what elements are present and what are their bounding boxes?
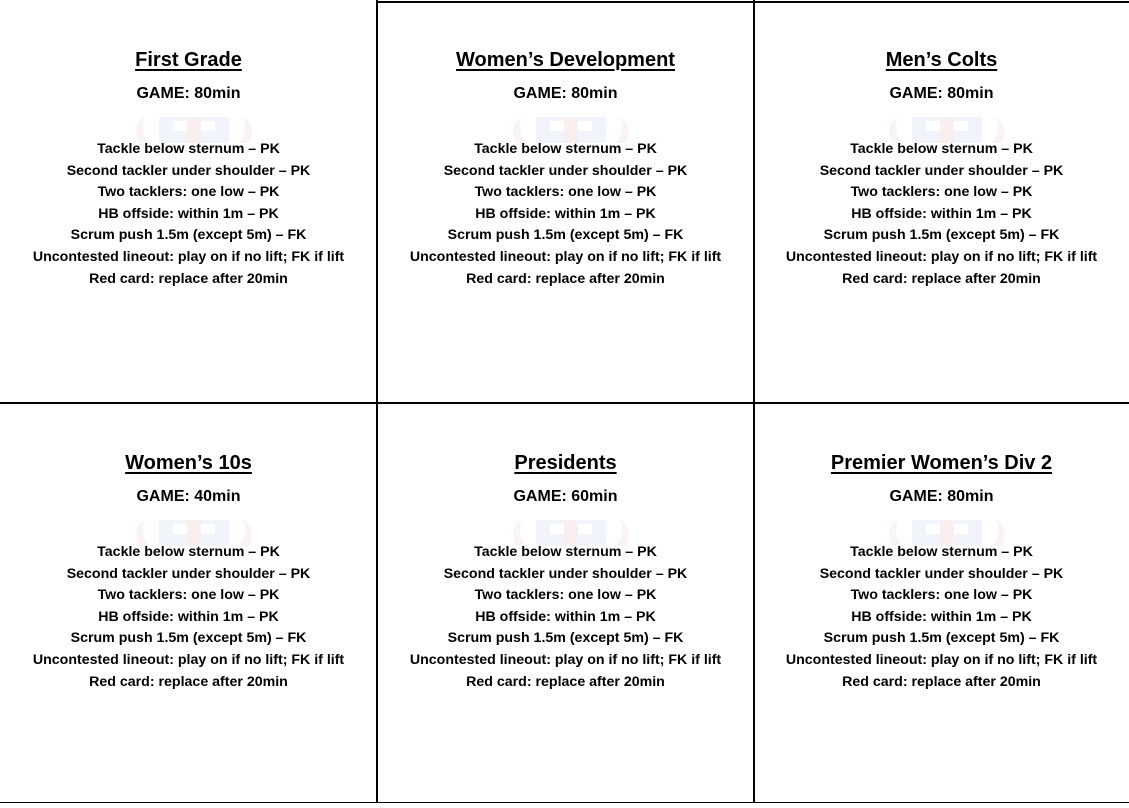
grid-line-horizontal (0, 402, 1129, 404)
rule-item: HB offside: within 1m – PK (475, 608, 656, 625)
rule-item: Second tackler under shoulder – PK (443, 162, 688, 179)
card-title: First Grade (135, 49, 242, 71)
rule-item: Red card: replace after 20min (842, 673, 1041, 690)
rule-item: Uncontested lineout: play on if no lift; FK if lift (785, 248, 1098, 265)
rule-item: Red card: replace after 20min (466, 673, 665, 690)
rules-list (754, 542, 1129, 693)
rule-item: Second tackler under shoulder – PK (819, 565, 1064, 582)
card-title: Premier Women’s Div 2 (830, 452, 1053, 474)
rule-item: Second tackler under shoulder – PK (66, 162, 311, 179)
rule-item: HB offside: within 1m – PK (98, 608, 279, 625)
rule-item: Uncontested lineout: play on if no lift; FK if lift (32, 248, 345, 265)
rule-item: Red card: replace after 20min (842, 270, 1041, 287)
game-duration: GAME: 80min (889, 85, 994, 102)
rule-item: Red card: replace after 20min (89, 270, 288, 287)
rule-item: Two tacklers: one low – PK (97, 587, 280, 604)
rule-item: Tackle below sternum – PK (850, 141, 1033, 157)
rule-item: Second tackler under shoulder – PK (819, 162, 1064, 179)
rule-item: Red card: replace after 20min (466, 270, 665, 287)
rules-list (377, 542, 754, 693)
rule-item: Second tackler under shoulder – PK (66, 565, 311, 582)
rule-item: Two tacklers: one low – PK (97, 184, 280, 201)
game-duration: GAME: 80min (136, 85, 241, 102)
rule-item: Scrum push 1.5m (except 5m) – FK (447, 227, 684, 244)
card-first-grade (0, 0, 377, 403)
card-mens-colts (754, 0, 1129, 403)
rule-item: HB offside: within 1m – PK (851, 205, 1032, 222)
card-title: Presidents (514, 452, 617, 474)
rule-item: HB offside: within 1m – PK (98, 205, 279, 222)
rule-item: HB offside: within 1m – PK (851, 608, 1032, 625)
rule-item: Tackle below sternum – PK (97, 544, 280, 560)
game-duration: GAME: 40min (136, 488, 241, 505)
card-title: Women’s Development (456, 49, 675, 71)
game-duration: GAME: 80min (889, 488, 994, 505)
rule-item: Two tacklers: one low – PK (474, 587, 657, 604)
rule-item: Scrum push 1.5m (except 5m) – FK (447, 630, 684, 647)
rule-item: Second tackler under shoulder – PK (443, 565, 688, 582)
rules-list (0, 542, 377, 693)
rule-item: Scrum push 1.5m (except 5m) – FK (70, 227, 307, 244)
card-title: Women’s 10s (125, 452, 252, 474)
rule-item: Uncontested lineout: play on if no lift; FK if lift (32, 651, 345, 668)
rule-item: Two tacklers: one low – PK (850, 184, 1033, 201)
rules-list (377, 139, 754, 290)
game-duration: GAME: 60min (513, 488, 618, 505)
game-duration: GAME: 80min (513, 85, 618, 102)
rule-item: Tackle below sternum – PK (850, 544, 1033, 560)
rule-item: Tackle below sternum – PK (474, 544, 657, 560)
rules-list (0, 139, 377, 290)
rule-item: Tackle below sternum – PK (97, 141, 280, 157)
rule-item: Uncontested lineout: play on if no lift; FK if lift (409, 651, 722, 668)
grid-line-bottom (0, 802, 1129, 803)
rule-item: Uncontested lineout: play on if no lift; FK if lift (409, 248, 722, 265)
rule-item: Two tacklers: one low – PK (850, 587, 1033, 604)
rule-item: Scrum push 1.5m (except 5m) – FK (823, 630, 1060, 647)
card-womens-development (377, 0, 754, 403)
rule-item: Tackle below sternum – PK (474, 141, 657, 157)
rule-item: Scrum push 1.5m (except 5m) – FK (70, 630, 307, 647)
rule-item: Two tacklers: one low – PK (474, 184, 657, 201)
card-title: Men’s Colts (885, 49, 998, 71)
rule-item: Uncontested lineout: play on if no lift; FK if lift (785, 651, 1098, 668)
rule-item: Red card: replace after 20min (89, 673, 288, 690)
rules-list (754, 139, 1129, 290)
rule-item: Scrum push 1.5m (except 5m) – FK (823, 227, 1060, 244)
card-womens-10s (0, 403, 377, 803)
rule-item: HB offside: within 1m – PK (475, 205, 656, 222)
card-premier-womens-div-2 (754, 403, 1129, 803)
card-presidents (377, 403, 754, 803)
